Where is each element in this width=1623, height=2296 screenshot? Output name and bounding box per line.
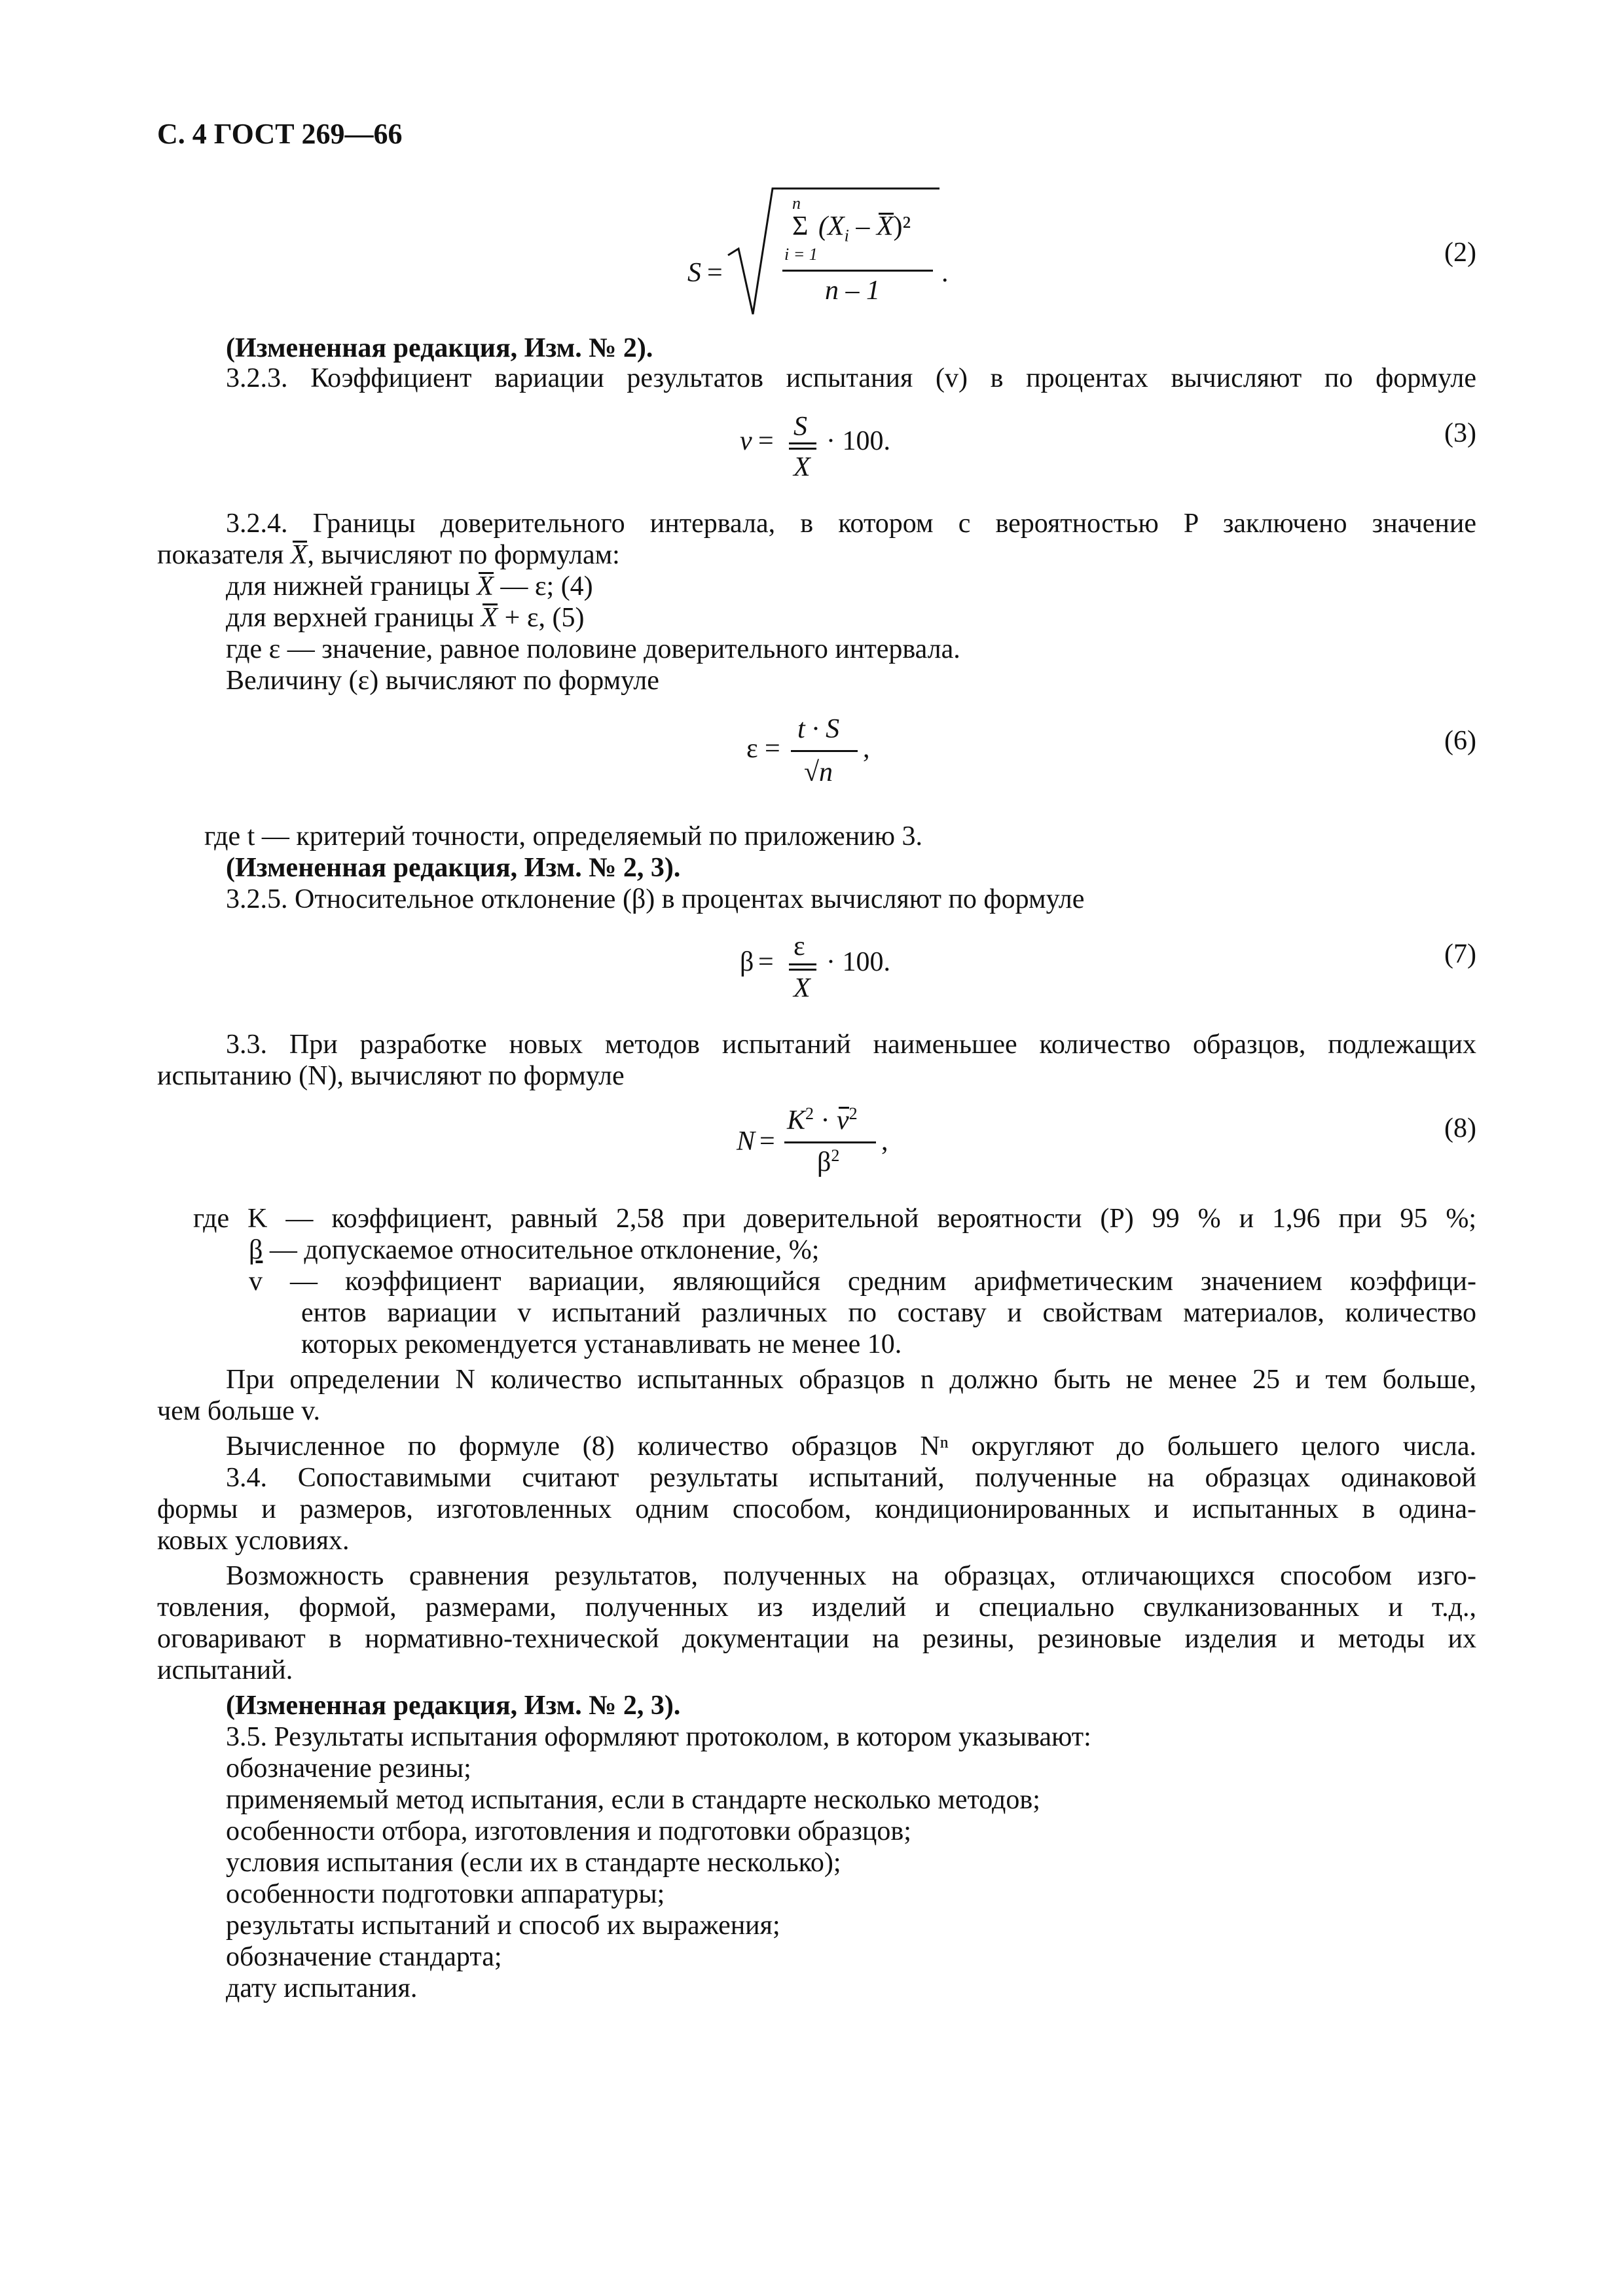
- formula-8-denominator: $\beta^2$: [817, 1146, 840, 1177]
- formula-2-sigma: Σ: [792, 211, 809, 242]
- formula-8-number: (8): [1444, 1113, 1476, 1143]
- formula-3-denominator: X: [793, 452, 811, 482]
- list-item: условия испытания (если их в стандарте несколько);: [226, 1848, 841, 1878]
- v-definition-end: которых рекомендуется устанавливать не менее 10.: [301, 1329, 902, 1359]
- formula-6-equals: =: [765, 734, 780, 764]
- epsilon-intro: Величину (ε) вычисляют по формуле: [226, 666, 659, 696]
- fraction-bar: [784, 1141, 876, 1143]
- formula-7-number: (7): [1444, 939, 1476, 969]
- formula-3-numerator: S: [793, 412, 807, 442]
- formula-8-lhs: N: [737, 1126, 756, 1157]
- edit-note: (Измененная редакция, Изм. № 2, 3).: [226, 853, 681, 883]
- list-item: дату испытания.: [226, 1973, 418, 2003]
- formula-2-denominator: n – 1: [825, 276, 880, 306]
- paragraph-comparison-cont: товления, формой, размерами, полученных из изделий и специально свулканизованных и т.д.,: [157, 1592, 1476, 1623]
- formula-6-numerator: t · S: [797, 714, 840, 744]
- paragraph-3-2-4: 3.2.4. Границы доверительного интервала, в котором с вероятностью P заключено значение: [226, 509, 1476, 539]
- formula-6-lhs: ε: [746, 734, 758, 764]
- list-item: особенности подготовки аппаратуры;: [226, 1879, 665, 1909]
- formula-8-comma: ,: [881, 1126, 888, 1157]
- paragraph-3-4-end: ковых условиях.: [157, 1526, 350, 1556]
- list-item: особенности отбора, изготовления и подготовки образцов;: [226, 1816, 911, 1846]
- list-item: результаты испытаний и способ их выражения;: [226, 1910, 780, 1941]
- formula-8-numerator: $K^2 \cdot v^2$: [787, 1104, 858, 1136]
- fraction-bar: [791, 750, 858, 752]
- formula-6-comma: ,: [863, 734, 870, 764]
- list-item: обозначение резины;: [226, 1753, 471, 1784]
- fraction-bar: [789, 448, 816, 450]
- formula-7-numerator: ε: [793, 931, 805, 961]
- fraction-bar: [789, 963, 816, 965]
- page-header: С. 4 ГОСТ 269—66: [157, 118, 403, 150]
- t-definition: где t — критерий точности, определяемый по приложению 3.: [204, 821, 923, 852]
- formula-2-upper-limit: n: [792, 194, 801, 213]
- paragraph-3-2-3: 3.2.3. Коэффициент вариации результатов испытания (v) в процентах вычисляют по формуле: [226, 363, 1476, 393]
- paragraph-comparison: Возможность сравнения результатов, полученных на образцах, отличающихся способом изго-: [226, 1561, 1476, 1591]
- formula-2-equals: =: [707, 258, 723, 288]
- list-item: применяемый метод испытания, если в стандарте несколько методов;: [226, 1785, 1040, 1815]
- formula-2-lower-limit: i = 1: [784, 245, 818, 264]
- formula-3-number: (3): [1444, 418, 1476, 448]
- fraction-bar: [782, 270, 933, 272]
- paragraph-3-5: 3.5. Результаты испытания оформляют протоколом, в котором указывают:: [226, 1722, 1091, 1752]
- paragraph-3-2-5: 3.2.5. Относительное отклонение (β) в процентах вычисляют по формуле: [226, 884, 1085, 914]
- formula-2-period: .: [941, 258, 949, 288]
- lower-bound-line: для нижней границы X — ε; (4): [226, 571, 593, 601]
- paragraph-3-3: 3.3. При разработке новых методов испытаний наименьшее количество образцов, подлежащих: [226, 1030, 1476, 1060]
- edit-note: (Измененная редакция, Изм. № 2).: [226, 333, 653, 363]
- paragraph-n-count: При определении N количество испытанных образцов n должно быть не менее 25 и тем больше,: [226, 1365, 1476, 1395]
- paragraph-comparison-end: испытаний.: [157, 1655, 293, 1685]
- paragraph-3-4-cont: формы и размеров, изготовленных одним способом, кондиционированных и испытанных в одина-: [157, 1494, 1476, 1524]
- formula-3-equals: =: [758, 426, 774, 456]
- list-item: обозначение стандарта;: [226, 1942, 502, 1972]
- formula-3-lhs: v: [740, 426, 752, 456]
- fraction-bar: [789, 442, 816, 444]
- paragraph-n-count-cont: чем больше v.: [157, 1396, 321, 1426]
- v-definition: v — коэффициент вариации, являющийся средним арифметическим значением коэффици-: [249, 1266, 1476, 1297]
- formula-7-rest: · 100.: [826, 947, 890, 977]
- formula-6-denominator: √n: [804, 757, 833, 787]
- formula-3-rest: · 100.: [826, 426, 890, 456]
- formula-2-number: (2): [1444, 238, 1476, 268]
- v-definition-cont: ентов вариации v испытаний различных по составу и свойствам материалов, количество: [301, 1298, 1476, 1328]
- formula-2-sum-body: $(X_i - X)^2$: [818, 211, 911, 245]
- paragraph-3-3-cont: испытанию (N), вычисляют по формуле: [157, 1061, 625, 1091]
- formula-8-equals: =: [759, 1126, 775, 1157]
- paragraph-3-2-4-cont: показателя X, вычисляют по формулам:: [157, 540, 620, 570]
- formula-7-denominator: X: [793, 973, 811, 1003]
- k-definition: где K — коэффициент, равный 2,58 при доверительной вероятности (P) 99 % и 1,96 при 95 %;: [193, 1204, 1476, 1234]
- upper-bound-line: для верхней границы X + ε, (5): [226, 603, 585, 633]
- formula-2-lhs: S: [687, 258, 701, 288]
- paragraph-3-4: 3.4. Сопоставимыми считают результаты испытаний, полученные на образцах одинаковой: [226, 1463, 1476, 1493]
- paragraph-comparison-cont: оговаривают в нормативно-технической документации на резины, резиновые изделия и методы их: [157, 1624, 1476, 1654]
- fraction-bar: [789, 969, 816, 971]
- paragraph-rounding: Вычисленное по формуле (8) количество образцов Nⁿ округляют до большего целого числа.: [226, 1431, 1476, 1462]
- formula-6-number: (6): [1444, 726, 1476, 756]
- epsilon-definition: где ε — значение, равное половине доверительного интервала.: [226, 634, 960, 664]
- beta-definition: β — допускаемое относительное отклонение, %;: [249, 1235, 820, 1265]
- formula-7-lhs: β: [740, 947, 754, 977]
- edit-note: (Измененная редакция, Изм. № 2, 3).: [226, 1691, 681, 1721]
- formula-7-equals: =: [758, 947, 774, 977]
